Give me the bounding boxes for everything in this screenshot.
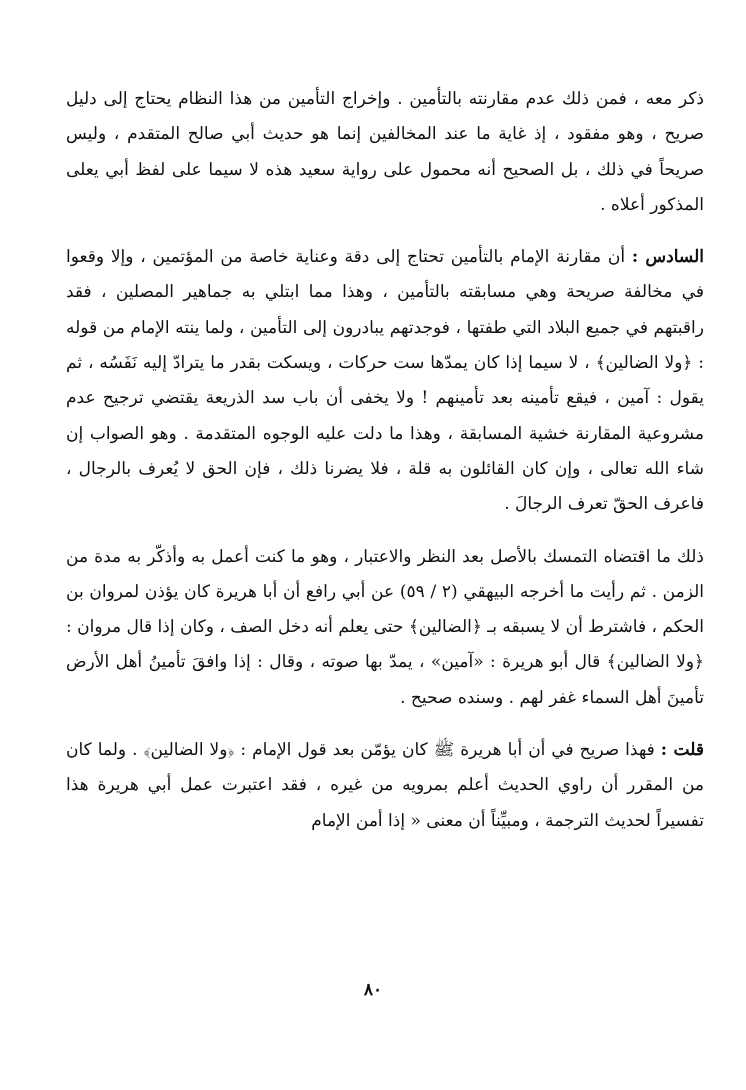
paragraph-2 [66, 240, 704, 522]
page-body [66, 82, 704, 839]
paragraph-3 [66, 540, 704, 716]
paragraph-4 [66, 733, 704, 839]
page-number: ٨٠ [363, 980, 383, 1000]
paragraph-text: فهذا صريح في أن أبا هريرة ﷺ كان يؤمّن بعد قول الإمام : ﴿ولا الضالين﴾ . ولما كان من المقرر أن راوي الحديث أعلم بمرويه من غيره ، فقد اعتبرت عمل أبي هريرة هذا تفسيراً لحديث الترجمة ، ومبيِّناً أن معنى « إذا أمن الإمام [66, 740, 704, 831]
paragraph-lead: السادس : [631, 247, 705, 268]
paragraph-lead: قلت : [660, 740, 704, 761]
paragraph-text: ذكر معه ، فمن ذلك عدم مقارنته بالتأمين . وإخراج التأمين من هذا النظام يحتاج إلى دليل صريح ، وهو مفقود ، إذ غاية ما عند المخالفين إنما هو حديث أبي صالح المتقدم ، وليس صريحاً في ذلك ، بل الصحيح أنه محمول على رواية سعيد هذه لا سيما على لفظ أبي يعلى المذكور أعلاه . [66, 89, 704, 215]
paragraph-text: أن مقارنة الإمام بالتأمين تحتاج إلى دقة وعناية خاصة من المؤتمين ، وإلا وقعوا في مخالفة صريحة وهي مسابقته بالتأمين ، وهذا مما ابتلي به جماهير المصلين ، فقد راقبتهم في جميع البلاد التي طفتها ، فوجدتهم يبادرون إلى التأمين ، ولما ينته الإمام من قوله : ﴿ولا الضالين﴾ ، لا سيما إذا كان يمدّها ست حركات ، ويسكت بقدر ما يترادّ إليه نَفَسُه ، ثم يقول : آمين ، فيقع تأمينه بعد تأمينهم ! ولا يخفى أن باب سد الذريعة يقتضي ترجيح عدم مشروعية المقارنة خشية المسابقة ، وهذا ما دلت عليه الوجوه المتقدمة . وهو الصواب إن شاء الله تعالى ، وإن كان القائلون به قلة ، فلا يضرنا ذلك ، فإن الحق لا يُعرف بالرجال ، فاعرف الحقّ تعرف الرجالَ . [66, 247, 704, 515]
paragraph-1 [66, 82, 704, 223]
paragraph-text: ذلك ما اقتضاه التمسك بالأصل بعد النظر والاعتبار ، وهو ما كنت أعمل به وأذكّر به مدة من الزمن . ثم رأيت ما أخرجه البيهقي (٢ / ٥٩) عن أبي رافع أن أبا هريرة كان يؤذن لمروان بن الحكم ، فاشترط أن لا يسبقه بـ ﴿الضالين﴾ حتى يعلم أنه دخل الصف ، وكان إذا قال مروان : ﴿ولا الضالين﴾ قال أبو هريرة : «آمين» ، يمدّ بها صوته ، وقال : إذا وافقَ تأمينُ أهل الأرض تأمينَ أهل السماء غفر لهم . وسنده صحيح . [66, 546, 704, 708]
